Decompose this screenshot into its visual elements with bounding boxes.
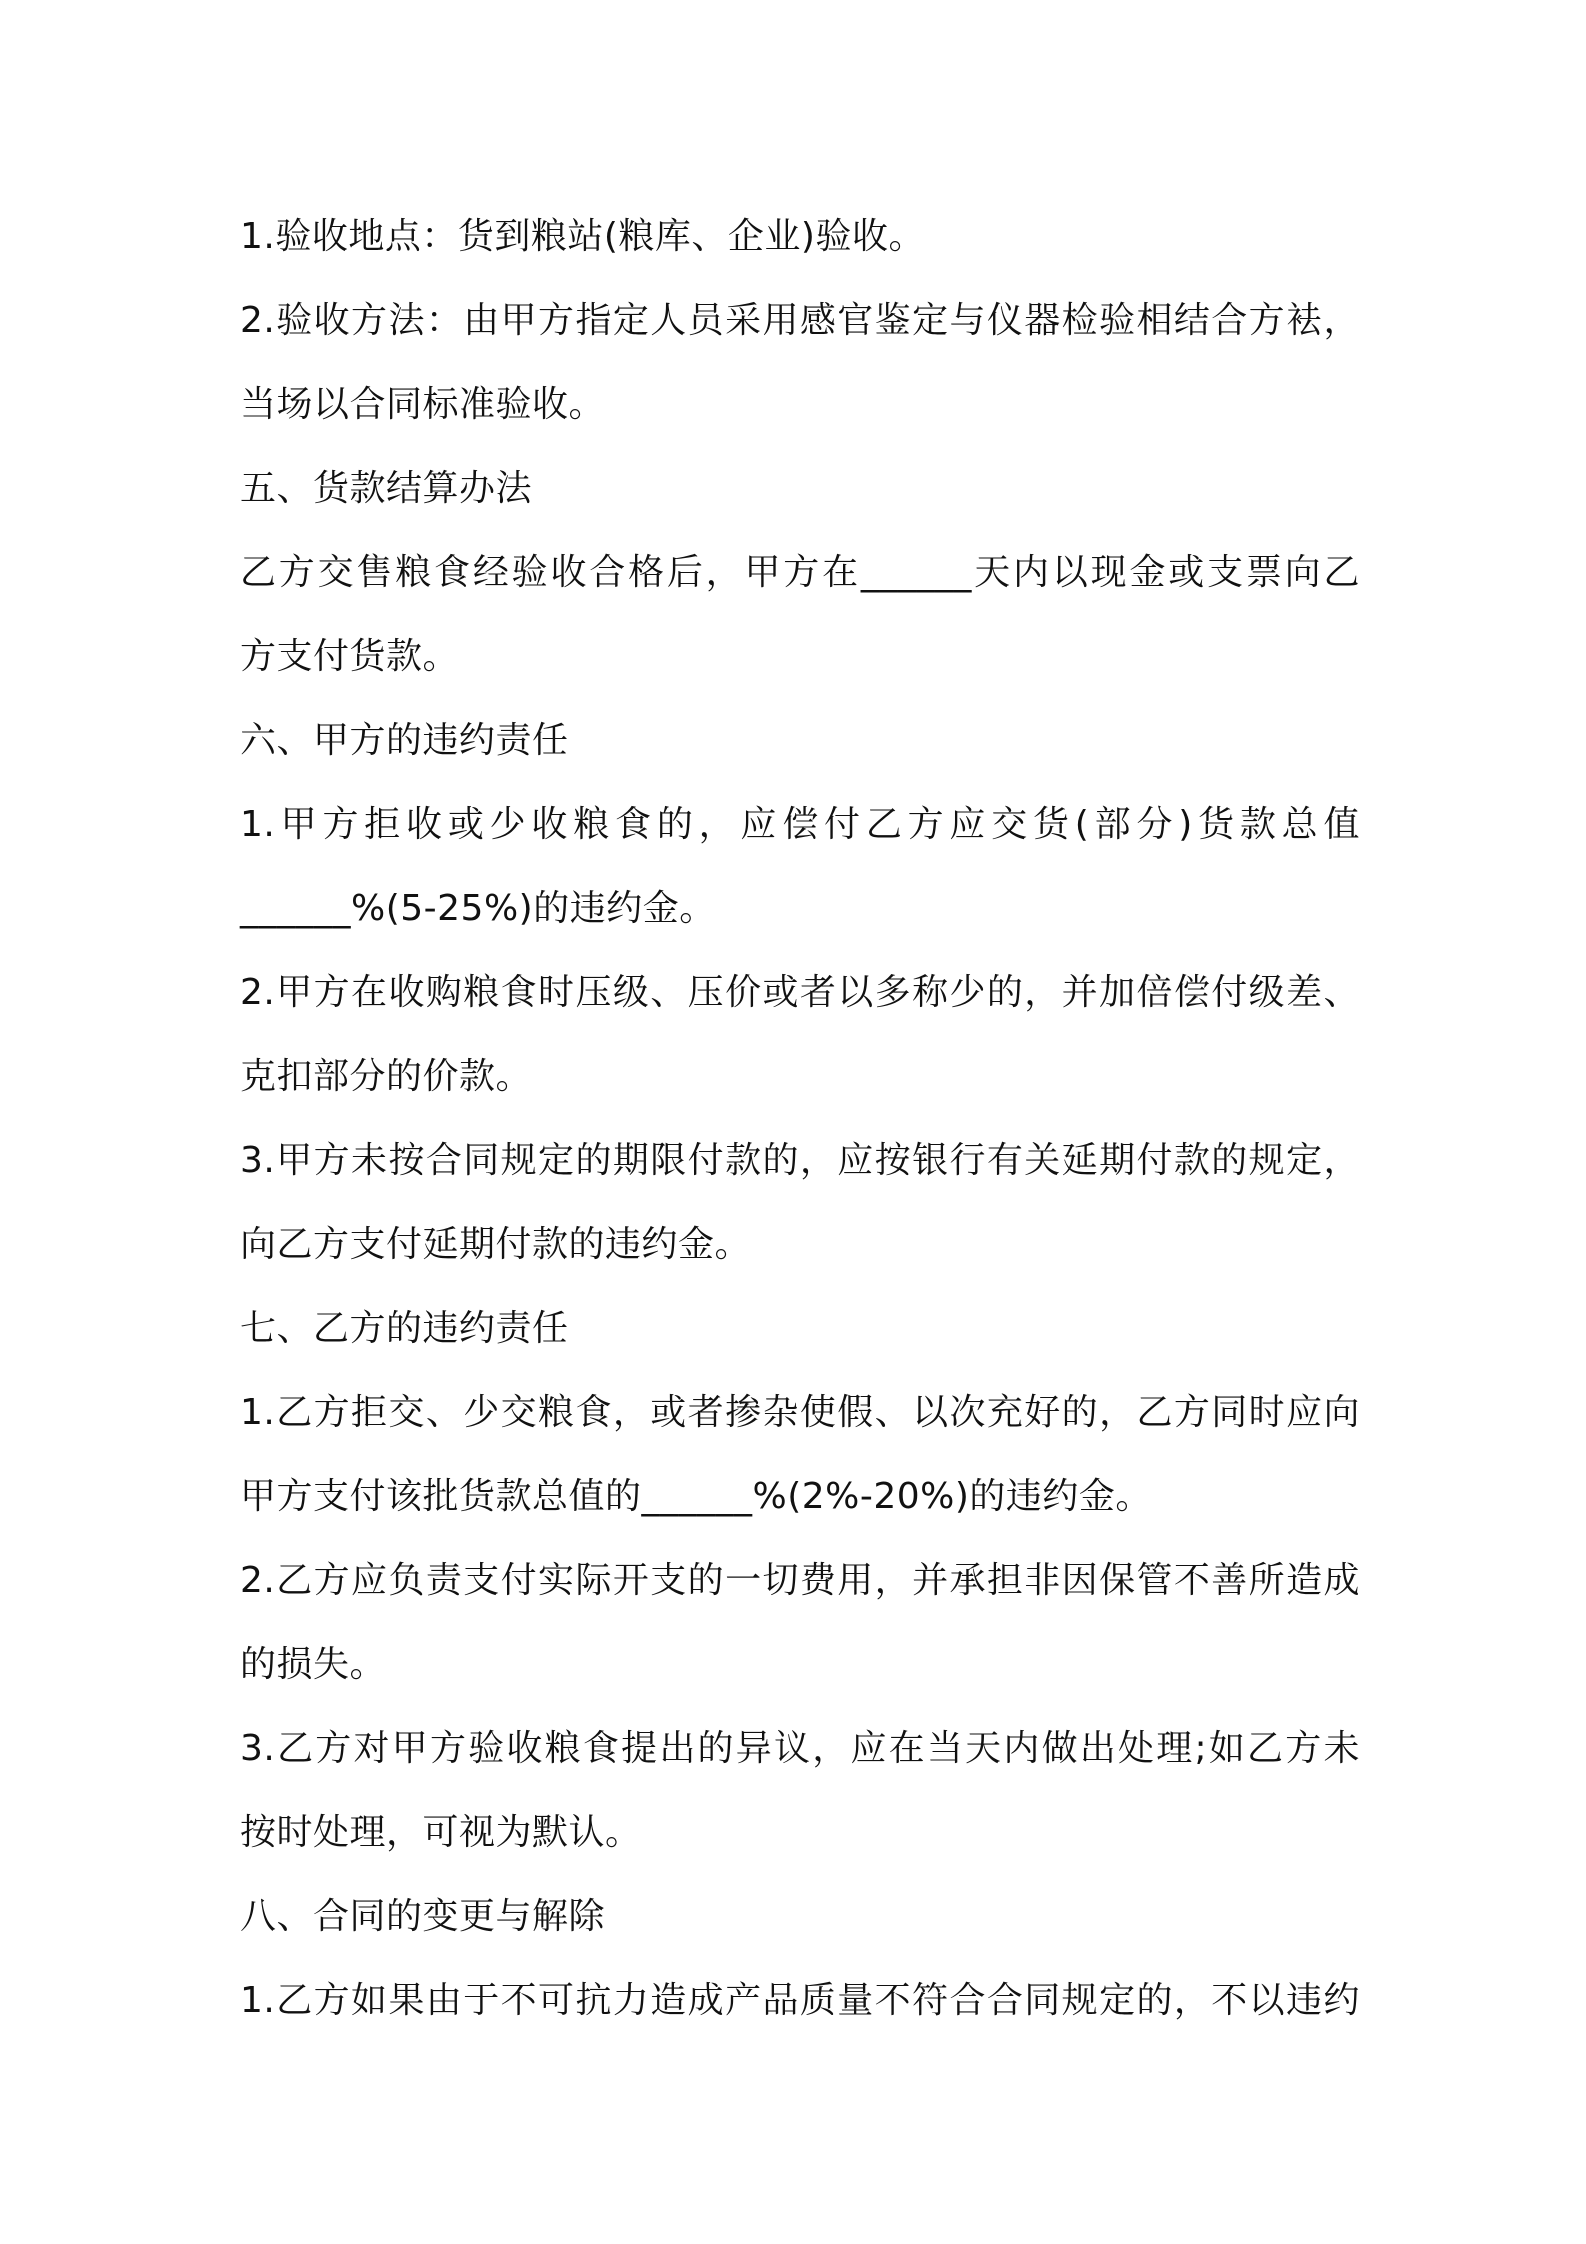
party-b-clause-3-continuation: 按时处理，可视为默认。 bbox=[240, 1812, 642, 1853]
document-body bbox=[240, 195, 1360, 2043]
party-a-clause-2-continuation: 克扣部分的价款。 bbox=[240, 1056, 533, 1097]
payment-clause: 乙方交售粮食经验收合格后，甲方在______天内以现金或支票向乙 bbox=[240, 552, 1360, 593]
section-heading-party-b-liability: 七、乙方的违约责任 bbox=[240, 1308, 569, 1349]
party-a-clause-3: 3.甲方未按合同规定的期限付款的，应按银行有关延期付款的规定， bbox=[240, 1140, 1360, 1181]
party-a-clause-3-continuation: 向乙方支付延期付款的违约金。 bbox=[240, 1224, 752, 1265]
section-heading-contract-change: 八、合同的变更与解除 bbox=[240, 1896, 606, 1937]
clause-5-1-inspection-location: 1.验收地点：货到粮站(粮库、企业)验收。 bbox=[240, 216, 925, 257]
payment-clause-continuation: 方支付货款。 bbox=[240, 636, 460, 677]
party-b-clause-3: 3.乙方对甲方验收粮食提出的异议，应在当天内做出处理;如乙方未 bbox=[240, 1728, 1360, 1769]
party-b-clause-1-continuation: 甲方支付该批货款总值的______%(2%-20%)的违约金。 bbox=[240, 1476, 1152, 1517]
party-b-clause-2: 2.乙方应负责支付实际开支的一切费用，并承担非因保管不善所造成 bbox=[240, 1560, 1360, 1601]
party-b-clause-1: 1.乙方拒交、少交粮食，或者掺杂使假、以次充好的，乙方同时应向 bbox=[240, 1392, 1360, 1433]
clause-5-2-inspection-method: 2.验收方法：由甲方指定人员采用感官鉴定与仪器检验相结合方袪， bbox=[240, 300, 1360, 341]
contract-change-clause-1: 1.乙方如果由于不可抗力造成产品质量不符合合同规定的，不以违约 bbox=[240, 1980, 1360, 2021]
clause-5-2-continuation: 当场以合同标准验收。 bbox=[240, 384, 606, 425]
party-a-clause-1: 1.甲方拒收或少收粮食的，应偿付乙方应交货(部分)货款总值 bbox=[240, 804, 1360, 845]
party-b-clause-2-continuation: 的损失。 bbox=[240, 1644, 387, 1685]
party-a-clause-2: 2.甲方在收购粮食时压级、压价或者以多称少的，并加倍偿付级差、 bbox=[240, 972, 1360, 1013]
section-heading-payment: 五、货款结算办法 bbox=[240, 468, 533, 509]
party-a-clause-1-continuation: ______%(5-25%)的违约金。 bbox=[240, 888, 716, 929]
section-heading-party-a-liability: 六、甲方的违约责任 bbox=[240, 720, 569, 761]
